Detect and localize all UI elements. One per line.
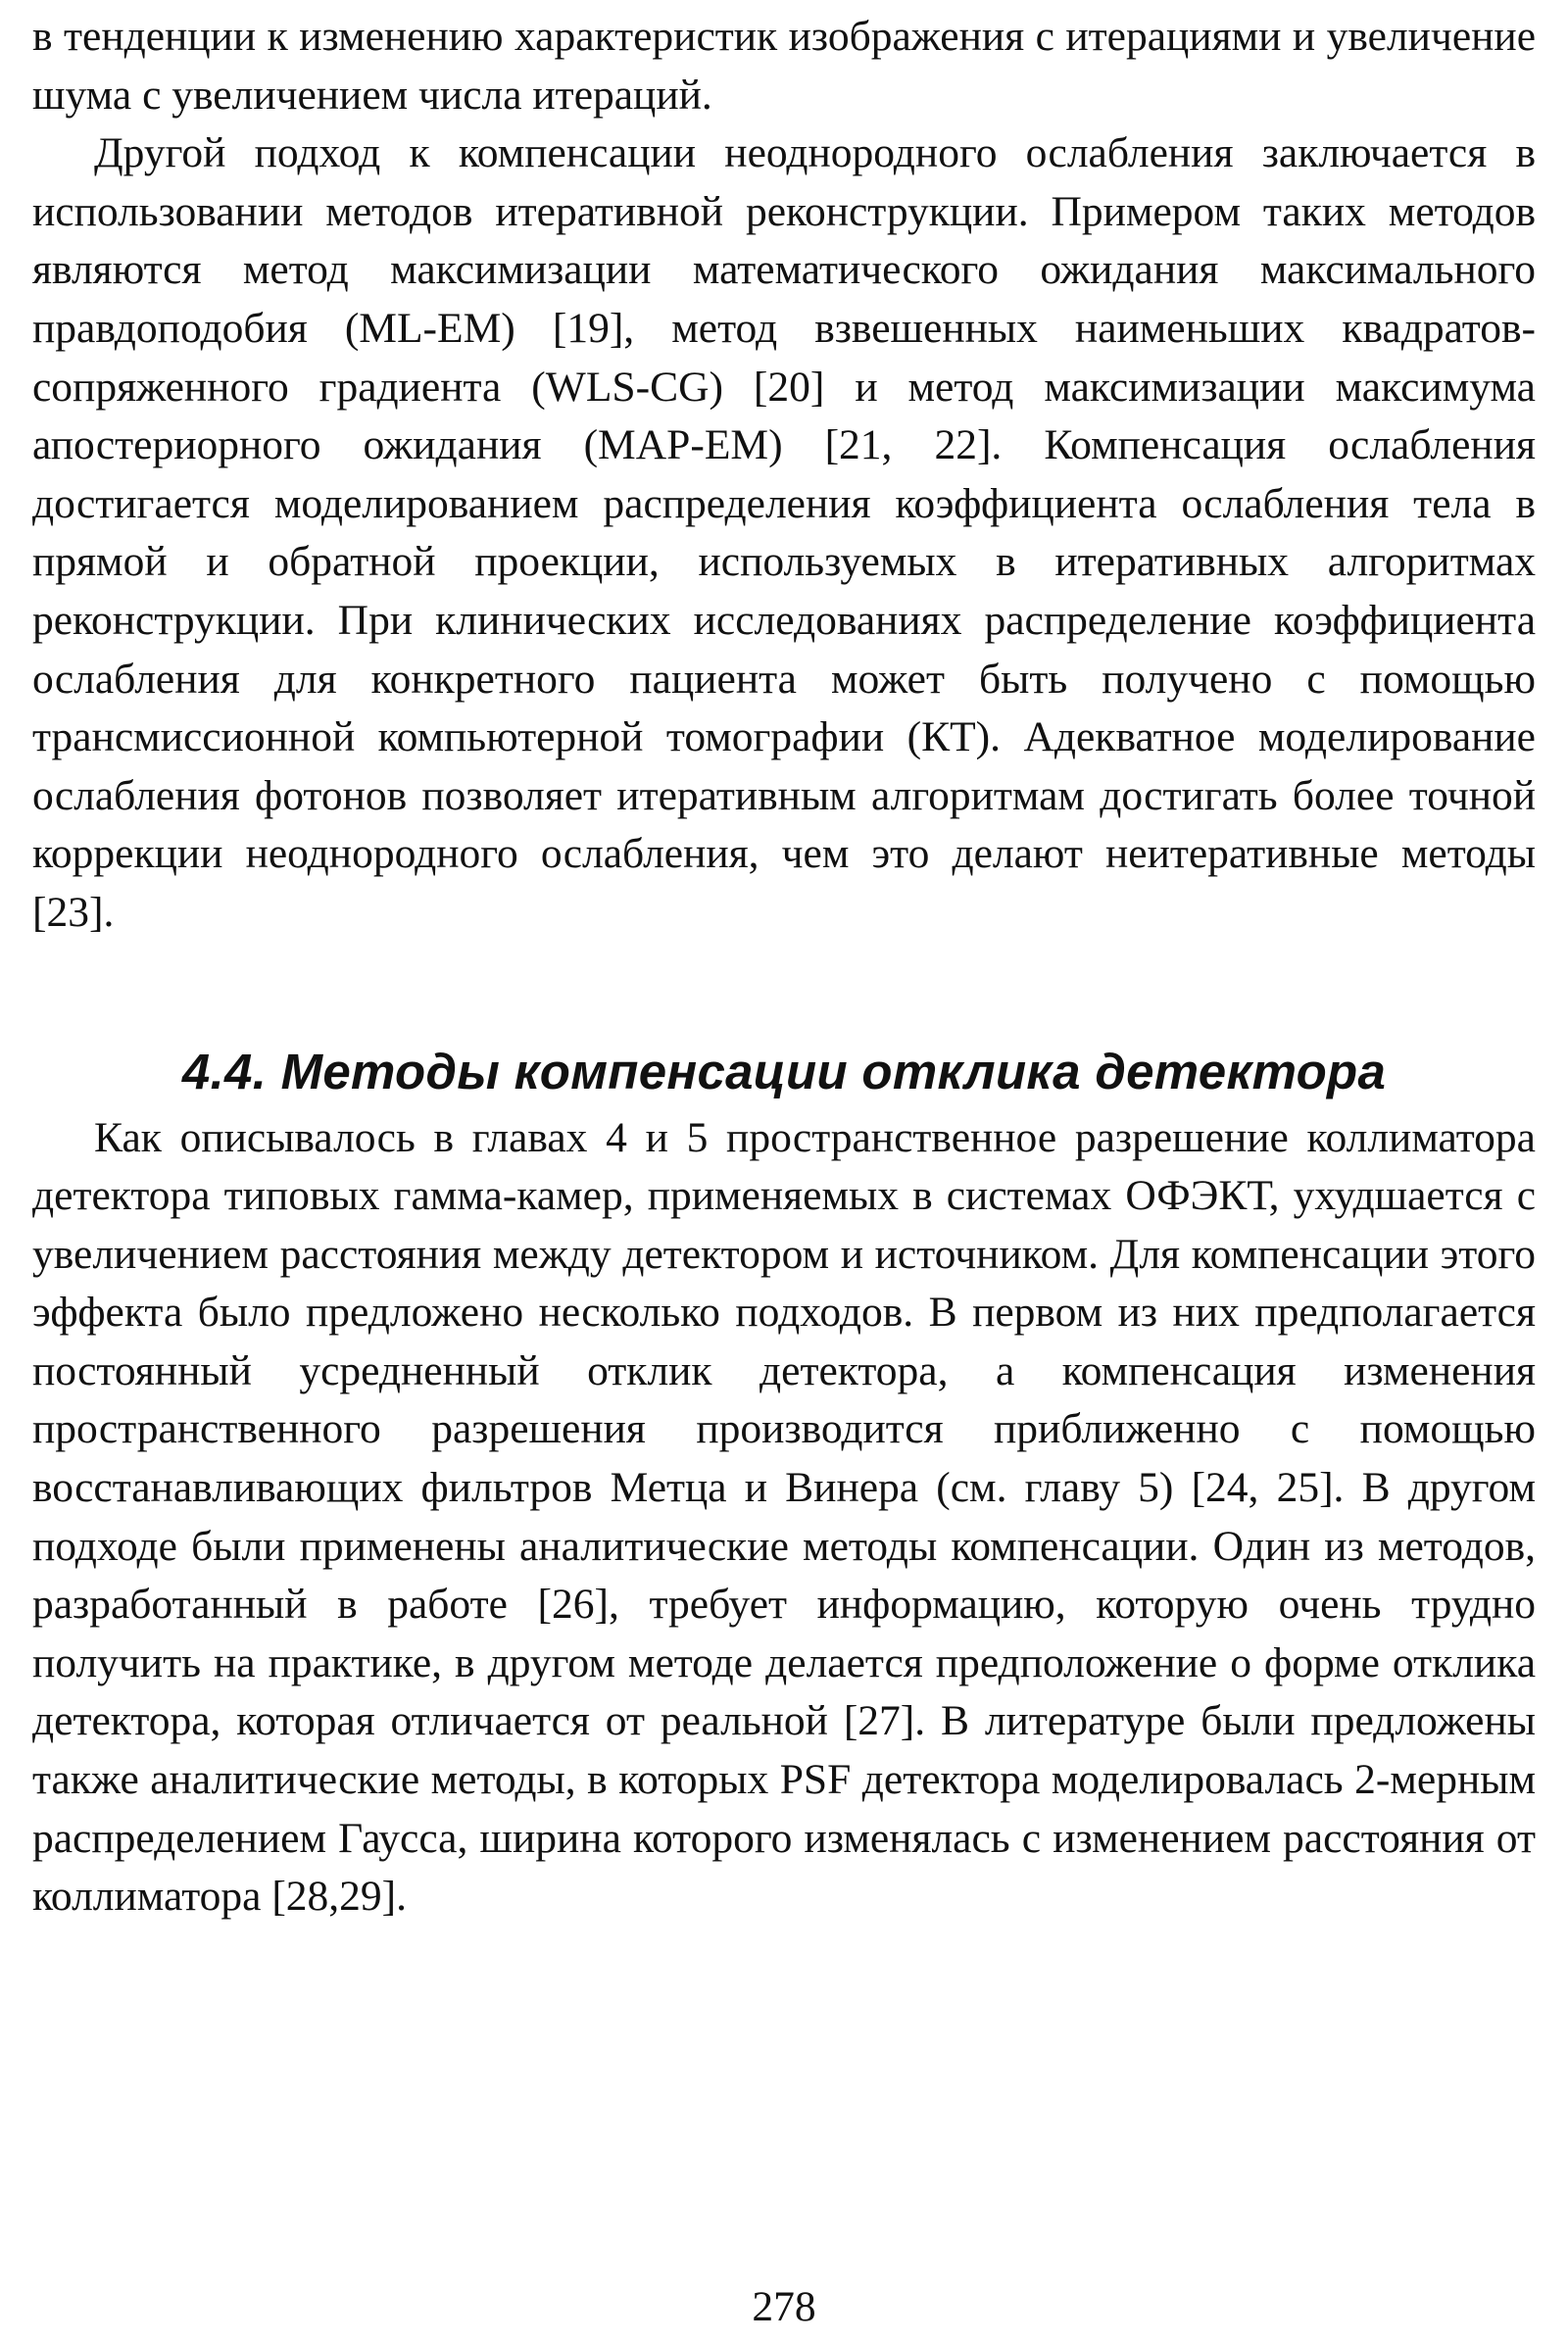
paragraph-iterative-reconstruction: Другой подход к компенсации неоднородного ослабления заключается в использовании методов итеративной реконструкции. Примером таких методов являются метод максимизации математического ожидания максимального правдоподобия (ML-EM) [19], метод взвешенных наименьших квадратов-сопряженного градиента (WLS-CG) [20] и метод максимизации максимума апостериорного ожидания (MAP-EM) [21, 22]. Компенсация ослабления достигается моделированием распределения коэффициента ослабления тела в прямой и обратной проекции, используемых в итеративных алгоритмах реконструкции. При клинических исследованиях распределение коэффициента ослабления для конкретного пациента может быть получено с помощью трансмиссионной компьютерной томографии (КТ). Адекватное моделирование ослабления фотонов позволяет итеративным алгоритмам достигать более точной коррекции неоднородного ослабления, чем это делают неитеративные методы [23]. xyxy=(32,129,1536,936)
paragraph-continuation: в тенденции к изменению характеристик изображения с итерациями и увеличение шума с увеличением числа итераций. xyxy=(32,13,1536,119)
document-page xyxy=(32,8,1536,1927)
paragraph-detector-response: Как описывалось в главах 4 и 5 пространственное разрешение коллиматора детектора типовых гамма-камер, применяемых в системах ОФЭКТ, ухудшается с увеличением расстояния между детектором и источником. Для компенсации этого эффекта было предложено несколько подходов. В первом из них предполагается постоянный усредненный отклик детектора, а компенсация изменения пространственного разрешения производится приближенно с помощью восстанавливающих фильтров Метца и Винера (см. главу 5) [24, 25]. В другом подходе были применены аналитические методы компенсации. Один из методов, разработанный в работе [26], требует информацию, которую очень трудно получить на практике, в другом методе делается предположение о форме отклика детектора, которая отличается от реальной [27]. В литературе были предложены также аналитические методы, в которых PSF детектора моделировалась 2-мерным распределением Гаусса, ширина которого изменялась с изменением расстояния от коллиматора [28,29]. xyxy=(32,1113,1536,1921)
page-number: 278 xyxy=(752,2283,816,2330)
section-spacer xyxy=(32,943,1536,1035)
section-heading: 4.4. Методы компенсации отклика детектора xyxy=(181,1043,1387,1099)
